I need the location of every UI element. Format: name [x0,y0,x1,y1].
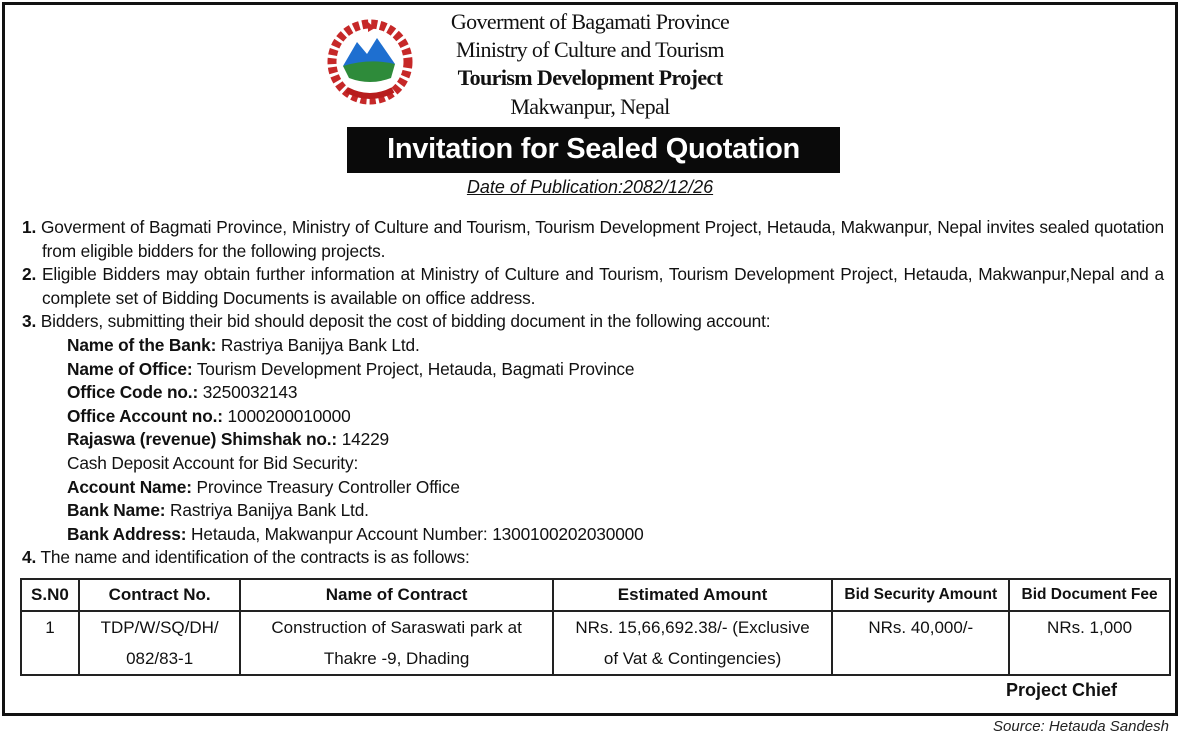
label: Bank Name: [67,500,166,521]
source-credit: Source: Hetauda Sandesh [993,718,1169,735]
header-contract-name: Name of Contract [240,579,552,611]
value: 1000200010000 [227,405,351,426]
clause-number: 4. [22,547,37,568]
clause-2 [22,263,1164,310]
office-account-line [22,405,1164,429]
signature: Project Chief [1005,680,1117,700]
header-sn: S.N0 [21,579,79,611]
office-code-line [22,381,1164,405]
notice-body [22,216,1164,570]
cell-line: TDP/W/SQ/DH/ [100,618,219,637]
cell-bid-security: NRs. 40,000/- [832,611,1009,675]
publication-date: Date of Publication:2082/12/26 [466,177,714,197]
bank-name-line [22,334,1164,358]
nepal-emblem-icon [325,18,415,106]
header-document-fee: Bid Document Fee [1009,579,1170,611]
table-row [21,611,1170,675]
clause-text: Goverment of Bagmati Province, Ministry of Culture and Tourism, Tourism Development Project, Hetauda, Makwanpur, Nepal invites sealed quotation from eligible bidders for the following projects. [41,217,1164,261]
clause-number: 1. [22,217,37,237]
label: Account Name: [67,476,192,497]
cell-line: 082/83-1 [126,649,194,668]
clause-3 [22,310,1164,334]
bank-address-line [22,523,1164,547]
label: Bank Address: [67,523,187,544]
value: 14229 [341,429,389,450]
header-government: Goverment of Bagamati Province [450,9,730,34]
value: Province Treasury Controller Office [196,476,460,497]
value: Tourism Development Project, Hetauda, Bagmati Province [196,358,635,379]
value: Rastriya Banijya Bank Ltd. [220,334,420,355]
cell-estimated-amount [553,611,833,675]
notice-title: Invitation for Sealed Quotation [347,127,840,173]
value: 3250032143 [202,382,298,403]
clause-text: Eligible Bidders may obtain further information at Ministry of Culture and Tourism, Tourism Development Project, Hetauda, Makwanpur,Nepal and a complete set of Bidding Documents is available on office address. [42,264,1164,308]
cell-contract-name [240,611,552,675]
header-contract-no: Contract No. [79,579,241,611]
cell-line: of Vat & Contingencies) [603,649,782,668]
cell-line: Construction of Saraswati park at [271,618,522,637]
label: Office Code no.: [67,382,199,403]
office-name-line [22,358,1164,382]
bank-name-line-2 [22,499,1164,523]
value: Rastriya Banijya Bank Ltd. [170,500,369,521]
label: Name of the Bank: [67,334,217,355]
header-location: Makwanpur, Nepal [510,94,670,119]
cell-sn: 1 [21,611,79,675]
clause-1 [22,216,1164,263]
label: Name of Office: [67,358,193,379]
label: Rajaswa (revenue) Shimshak no.: [67,429,338,450]
clause-4 [22,546,1164,570]
account-name-line [22,476,1164,500]
clause-number: 2. [22,264,37,285]
header-estimated-amount: Estimated Amount [553,579,833,611]
revenue-line [22,428,1164,452]
header-ministry: Ministry of Culture and Tourism [456,37,724,62]
contracts-table [20,578,1171,676]
cell-line: Thakre -9, Dhading [323,649,470,668]
cell-document-fee: NRs. 1,000 [1009,611,1170,675]
label: Office Account no.: [67,405,223,426]
header-bid-security: Bid Security Amount [832,579,1009,611]
header-project: Tourism Development Project [457,65,723,90]
value: Hetauda, Makwanpur Account Number: 1300100202030000 [191,523,644,544]
clause-text: Bidders, submitting their bid should deposit the cost of bidding document in the following account: [40,311,771,332]
clause-number: 3. [22,311,37,332]
cell-contract-no [79,611,241,675]
cell-line: NRs. 15,66,692.38/- (Exclusive [575,618,810,637]
cash-deposit-line: Cash Deposit Account for Bid Security: [67,452,359,473]
clause-text: The name and identification of the contracts is as follows: [40,547,470,568]
table-header-row [21,579,1170,611]
